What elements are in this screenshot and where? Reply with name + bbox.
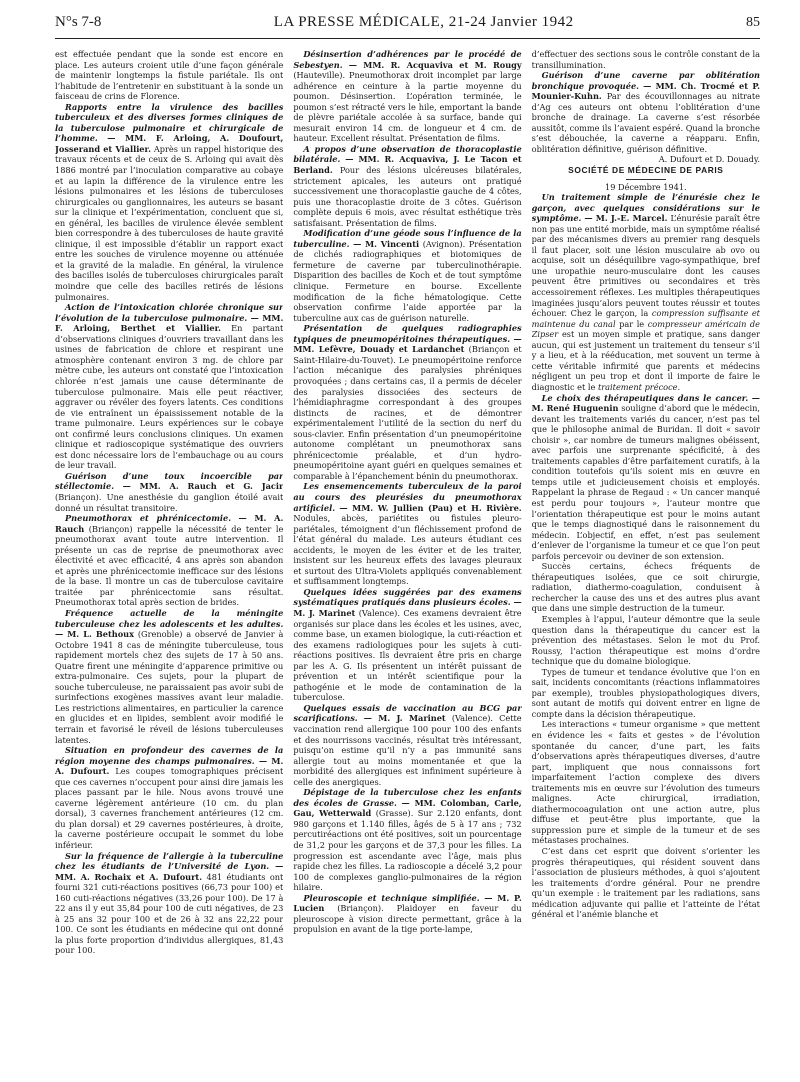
- abstract-authors: — M. Vincenti: [353, 238, 420, 249]
- abstract-authors: — MM. Colomban, Carle, Gau, Wetterwald: [293, 797, 522, 819]
- abstract-title: Guérison d’une caverne par oblitération bronchique provoquée.: [531, 70, 760, 91]
- abstract: [293, 893, 521, 935]
- abstract: [55, 471, 283, 513]
- abstract-authors: — M. A. Rauch: [55, 513, 284, 534]
- abstract-authors: — MM. W. Jullien (Pau) et H. Rivière.: [339, 502, 522, 513]
- abstract-authors: — M. A. Dufourt.: [55, 755, 284, 777]
- abstract-text: (Hauteville). Pneumothorax droit incomplet par large adhérence en ceinture à la partie moyenne du poumon. Désinsertion. L’opération terminée, le poumon s’est rétracté vers le hile, emportant la bande de plèvre pariétale accolée à sa surface, bande qui mesurait environ 14 cm. de longueur et 4 cm. de hauteur. Excellent résultat. Présentation de films.: [293, 70, 522, 144]
- abstract: [55, 102, 283, 302]
- abstract-title: Fréquence actuelle de la méningite tuberculeuse chez les adolescents et les adultes.: [55, 607, 284, 629]
- heading-rule: [626, 179, 666, 180]
- abstract-authors: — MM. Lefèvre, Douady et Lardanchet: [293, 333, 522, 355]
- paragraph: Exemples à l’appui, l’auteur démontre que la seule question dans la thérapeutique du cancer est la prévention des métastases. Selon le mot du Prof. Roussy, l’action thérapeutique est moins d’ordre technique que du domaine biologique.: [531, 613, 760, 667]
- abstract-authors: — MM. F. Arloing, Berthet et Viallier.: [55, 312, 284, 334]
- abstract-title: Quelques essais de vaccination au BCG par scarifications.: [293, 702, 522, 724]
- abstract-text: (Briançon). Plaidoyer en faveur du pleuroscope à vision directe permettant, grâce à la propulsion en avant de la tige porte-lampe,: [293, 903, 522, 935]
- paragraph: Les interactions « tumeur organisme » que mettent en évidence les « faits et gestes » de l’évolution spontanée du cancer, d’une part, les faits d’observations après thérapeutiques diverses, d’autre part, impliquent que nous connaissons fort imparfaitement l’action complexe des divers traitements mis en œuvre sur l’évolution des tumeurs malignes. Acte chirurgical, irradiation, diathermocoagulation ont une action autre, plus diffuse et peut-être plus importante, que la suppression pure et simple de la tumeur et de ses métastases prochaines.: [531, 719, 760, 846]
- abstract-text: Nodules, abcès, pariétites ou fistules pleuro-pariétales, témoignent d’un fléchissement profond de l’état général du malade. Les auteurs étudiant ces accidents, le moyen de les éviter et de les traiter, insistent sur les heureux effets des lavages pleuraux et surtout des Ultra-Violets appliqués convenablement et suffisamment longtemps.: [293, 513, 522, 587]
- abstract-title: Action de l’intoxication chlorée chronique sur l’évolution de la tuberculose pulmonaire.: [55, 302, 284, 323]
- abstract-text: (Briançon et Saint-Hilaire-du-Touvet). Le pneumopéritoine renforce l’action mécanique des paralysies phréniques provoquées ; dans certains cas, il a permis de déceler des paralysies dissociées des secteurs de l’hémidiaphragme correspondant à des groupes distincts de racines, et de démontrer expérimentalement l’utilité de la section du nerf du sous-clavier. Enfin présentation d’un pneumopéritoine autonome complétant un pneumothorax sans phrénicectomie préalable, et d’un hydro-pneumopéritoine ayant guéri en quelques semaines et comparable à l’épanchement bénin du pneumothorax.: [293, 344, 522, 481]
- abstract-text: Par des écouvillonnages au nitrate d’Ag ces auteurs ont obtenu l’oblitération d’une bronche de drainage. La caverne s’est résorbée aussitôt, comme ils l’avaient espéré. Quand la bronche s’est débouchée, la caverne a réapparu. Enfin, oblitération définitive, guérison définitive.: [531, 91, 760, 154]
- abstract-text: (Briançon). Une anesthésie du ganglion étoilé avait donné un résultat transitoire.: [55, 491, 284, 513]
- abstract-authors: — M. J. Marinet: [293, 597, 522, 618]
- abstract-text: 481 étudiants ont fourni 321 cuti-réactions positives (66,73 pour 100) et 160 cuti-réactions négatives (33,26 pour 100). De 17 à 22 ans il y eut 35,84 pour 100 de cuti négatives, de 23 à 25 ans 32 pour 100 et de 26 à 32 ans 22,22 pour 100. Ce sont les étudiants en médecine qui ont donné la plus forte proportion d’individus allergiques, 81,43 pour 100.: [55, 871, 284, 956]
- abstract-text: (Grenoble) a observé de Janvier à Octobre 1941 8 cas de méningite tuberculeuse, tous rapidement mortels chez des sujets de 17 à 50 ans. Quatre firent une méningite d’apparence primitive ou extra-pulmonaire. Ces sujets, pour la plupart de souche tuberculeuse, ne paraissaient pas avoir subi de surinfections exogènes massives avant leur maladie. Les restrictions alimentaires, en particulier la carence en glucides et en lipides, semblent avoir modifié le terrain et favorisé le réveil de lésions tuberculeuses latentes.: [55, 629, 284, 745]
- page-number: 85: [746, 15, 760, 30]
- abstract-title: Quelques idées suggérées par des examens systématiques pratiqués dans plusieurs écoles.: [293, 586, 522, 608]
- paragraph: Succès certains, échecs fréquents de thérapeutiques isolées, que ce soit chirurgie, radiation, diathermo-coagulation, conduisent à rechercher la cause des uns et des autres plus avant que dans une simple destruction de la tumeur.: [531, 561, 760, 614]
- abstract-title: Modification d’une géode sous l’influence de la tuberculine.: [293, 228, 522, 249]
- paragraph: est effectuée pendant que la sonde est encore en place. Les auteurs croient utile d’une façon générale de maintenir longtemps la fistule pariétale. Ils ont l’habitude de l’entretenir en substituant à la sonde un faisceau de crins de Florence.: [55, 49, 284, 102]
- abstract-title: Le choix des thérapeutiques dans le cancer.: [541, 392, 749, 403]
- journal-title: LA PRESSE MÉDICALE, 21-24 Janvier 1942: [273, 14, 574, 30]
- abstract: [55, 851, 283, 956]
- abstract-title: Dépistage de la tuberculose chez les enfants des écoles de Grasse.: [293, 787, 522, 808]
- abstract-authors: — MM. R. Acquaviva, J. Le Tacon et Berland.: [293, 154, 522, 176]
- abstract-authors: — M. J.-E. Marcel.: [584, 213, 668, 224]
- paragraph: C’est dans cet esprit que doivent s’orienter les progrès thérapeutiques, qui résident souvent dans l’association de plusieurs méthodes, à quoi s’ajoutent les traitements d’ordre général. Pour ne prendre qu’un exemple : le traitement par les radiations, sans médication adjuvante qui pallie et l’atteinte de l’état général et l’anémie blanche et: [531, 846, 760, 920]
- abstract: [532, 393, 760, 562]
- abstract-text: Après un rappel historique des travaux récents et de ceux de S. Arloing qui avait dès 1886 montré par l’inoculation comparative au cobaye et au lapin la différence de la virulence entre les lésions pulmonaires et les lésions de tuberculoses chirurgicales ou ganglionnaires, les auteurs se basant sur la clinique et l’expérimentation, concluent que si, en général, les bacilles de virulence élevée semblent bien correspondre à des tuberculoses de haute gravité clinique, il est impossible d’établir un rapport exact entre les souches de virulence moyenne ou atténuée et la gravité de la maladie. En général, la virulence des bacilles isolés de tuberculoses chirurgicales paraît moindre que celle des bacilles retirés de lésions pulmonaires.: [55, 143, 284, 302]
- abstract-text: (Valence). Ces examens devraient être organisés sur place dans les écoles et les usines, avec, comme base, un examen biologique, la cuti-réaction et des examens radiologiques pour les sujets à cuti-réactions positives. Ils devraient être pris en charge par les A. G. Ils présentent un intérêt puissant de prévention et un intérêt scientifique pour la pathogénie et le mode de contamination de la tuberculose.: [293, 607, 522, 703]
- signature: A. Dufourt et D. Douady.: [658, 154, 760, 165]
- abstract: [293, 481, 521, 586]
- abstract: [293, 228, 521, 323]
- abstract-title: A propos d’une observation de thoracoplastie bilatérale.: [293, 143, 522, 165]
- paragraph: Types de tumeur et tendance évolutive que l’on en sait, incidents concomitants (réactions inflammatoires par exemple), troubles physiopathologiques divers, sont autant de motifs qui doivent entrer en ligne de compte dans la décision thérapeutique.: [531, 666, 760, 719]
- column-right: [532, 49, 760, 1077]
- column-middle: [293, 49, 521, 1077]
- abstract-title: Pleuroscopie et technique simplifiée.: [303, 892, 480, 903]
- abstract-title: Sur la fréquence de l’allergie à la tuberculine chez les étudiants de l’Université de Lyon.: [55, 850, 284, 872]
- abstract-authors: — M. René Huguenin: [531, 392, 760, 414]
- society-heading: SOCIÉTÉ DE MÉDECINE DE PARIS: [568, 165, 724, 176]
- abstract-title: Situation en profondeur des cavernes de la région moyenne des champs pulmonaires.: [55, 745, 284, 766]
- abstract-title: Désinsertion d’adhérences par le procédé de Sebestyen.: [293, 49, 522, 70]
- abstract-title: Présentation de quelques radiographies typiques de pneumopéritoines thérapeutiques.: [293, 323, 522, 344]
- abstract-text: souligne d’abord que le médecin, devant les traitements variés du cancer, n’est pas tel que le philosophe animal de Buridan. Il doit « savoir choisir », car nombre de tumeurs malignes obéissent, avec parfois une surprenante spécificité, à des traitements capables d’être parfaitement curatifs, à la condition toutefois qu’ils soient mis en œuvre en temps utile et judicieusement choisis et employés. Rappelant la phrase de Regaud : « Un cancer manqué est perdu pour toujours », l’auteur montre que l’orientation thérapeutique est pour le moins autant que le temps diagnostiqué dans le raisonnement du médecin. L’objectif, en effet, n’est pas seulement d’enlever de l’organisme la tumeur et ce que l’on peut parfois percevoir ou deviner de son extension.: [531, 403, 760, 561]
- abstract-authors: — MM. Ch. Trocmé et P. Mounier-Kuhn.: [531, 80, 760, 102]
- abstract-authors: — M. J. Marinet: [363, 713, 446, 724]
- abstract-authors: — MM. R. Acquaviva et M. Rougy: [348, 59, 522, 70]
- abstract-text: En partant d’observations cliniques d’ouvriers travaillant dans les usines de fabrication de chlore et respirant une atmosphère contenant environ 3 mg. de chlore par mètre cube, les auteurs ont constaté que l’intoxication chlorée n’est jamais une cause déterminante de tuberculose pulmonaire. Mais elle peut réactiver, aggraver ou révéler des foyers latents. Ces conditions de vie entraînent un épaississement notable de la trame pulmonaire. Leurs expériences sur le cobaye ont confirmé leurs conclusions cliniques. Un examen clinique et radioscopique systématique des ouvriers est donc nécessaire lors de l’embauchage ou au cours de leur travail.: [55, 323, 284, 471]
- abstract: [293, 49, 521, 144]
- abstract: [293, 787, 521, 892]
- abstract: [55, 608, 283, 745]
- abstract-authors: — MM. A. Rochaix et A. Dufourt.: [55, 861, 284, 882]
- abstract-title: Guérison d’une toux incoercible par stéllectomie.: [55, 470, 284, 492]
- paragraph: d’effectuer des sections sous le contrôle constant de la transillumination.: [531, 49, 760, 70]
- abstract: [293, 323, 521, 481]
- abstract-title: Pneumothorax et phrénicectomie.: [65, 513, 232, 524]
- abstract: [293, 703, 521, 787]
- issue-number: N°s 7-8: [55, 14, 102, 30]
- session-date: 19 Décembre 1941.: [604, 181, 687, 192]
- text-columns: [55, 49, 760, 1077]
- abstract-text: Les coupes tomographiques précisent que ces cavernes n’occupent pour ainsi dire jamais les places passant par le hile. Nous avons trouvé une caverne légèrement antérieure (10 cm. du plan dorsal), 3 cavernes franchement antérieures (12 cm. du plan dorsal) et 29 cavernes postérieures, à droite, la caverne postérieure occupait le sommet du lobe inférieur.: [55, 766, 284, 851]
- abstract: Un traitement simple de l’énurésie chez le garçon, avec quelques considérations sur le symptôme. — M. J.-E. Marcel. L’énurésie paraît être non pas une entité morbide, mais un symptôme réalisé par des mécanismes divers au premier rang desquels il faut placer, soit une lésion musculaire ab ovo ou acquise, soit un déséquilibre vago-sympathique, bref une uropathie neuro-musculaire dont les causes peuvent être primitives ou secondaires et très accessoirement réflexes. Les multiples thérapeutiques imaginées jusqu’alors peuvent toutes réussir et toutes échouer. Chez le garçon, la compression suffisante et maintenue du canal par le compresseur américain de Zipser est un moyen simple et pratique, sans danger aucun, qui est justement un traitement du tenseur s’il y a lieu, et à la rééducation, met souvent un terme à cette véritable infirmité que parents et médecins négligent un peu trop et dont il importe de faire le diagnostic et le traitement précoce.: [531, 192, 760, 392]
- abstract-title: Un traitement simple de l’énurésie chez le garçon, avec quelques considérations sur le symptôme.: [531, 192, 760, 224]
- abstract-authors: — M. L. Bethoux: [55, 629, 135, 640]
- abstract-title: Rapports entre la virulence des bacilles tuberculeux et des diverses formes cliniques de la tuberculose pulmonaire et chirurgicale de l’homme.: [55, 101, 284, 144]
- page-header: [55, 14, 760, 39]
- abstract: [293, 144, 521, 228]
- abstract: [532, 70, 760, 154]
- abstract: [55, 745, 283, 850]
- abstract: [55, 302, 283, 471]
- abstract-text: (Briançon) rappelle la nécessité de tenter le pneumothorax avant toute autre intervention. Il présente un cas de reprise de pneumothorax avec électivité et avec efficacité, 4 ans après son abandon et après une phrénicectomie inefficace sur des lésions de la base. Il montre un cas de tuberculose cavitaire traitée par phrénicectomie sans résultat. Pneumothorax total après section de brides.: [55, 523, 284, 608]
- abstract-authors: — MM. A. Rauch et G. Jacir: [122, 481, 284, 492]
- abstract: [55, 513, 283, 608]
- column-left: [55, 49, 283, 1077]
- abstract: [293, 587, 521, 703]
- abstract-text: (Grasse). Sur 2.120 enfants, dont 980 garçons et 1.140 filles, âgés de 5 à 17 ans ; 732 percutiréactions ont été positives, soit un pourcentage de 31,2 pour les garçons et de 37,3 pour les filles. La progression est ascendante avec l’âge, mais plus rapide chez les filles. La radioscopie a décelé 3,2 pour 100 de complexes ganglio-pulmonaires de la région hilaire.: [293, 808, 522, 893]
- abstract-text: (Avignon). Présentation de clichés radiographiques et biotomiques de fermeture de caverne par tuberculinothérapie. Disparition des bacilles de Koch et de tout symptôme clinique. Fermeture en bourse. Excellente modification de la fiche hématologique. Cette observation confirme l’aide apportée par la tuberculine aux cas de guérison naturelle.: [293, 238, 522, 323]
- abstract-authors: — MM. F. Arloing, A. Doufourt, Josserand et Viallier.: [55, 133, 284, 154]
- abstract-text: (Valence). Cette vaccination rend allergique 100 pour 100 des enfants et des nourrissons vaccinés, résultat très intéressant, puisqu’on estime qu’il n’y a pas immunité sans allergie tout au moins momentanée et que la morbidité des allergiques est infiniment supérieure à celle des anergiques.: [293, 713, 522, 787]
- abstract-text: Pour des lésions ulcéreuses bilatérales, strictement apicales, les auteurs ont pratiqué successivement une thoracoplastie gauche de 4 côtes, puis une thoracoplastie droite de 3 côtes. Guérison complète depuis 6 mois, avec résultat esthétique très satisfaisant. Présentation de films.: [293, 165, 522, 228]
- abstract-title: Les ensemencements tuberculeux de la paroi au cours des pleurésies du pneumothorax artificiel.: [293, 481, 522, 513]
- abstract-authors: — M. P. Lucien: [293, 892, 522, 914]
